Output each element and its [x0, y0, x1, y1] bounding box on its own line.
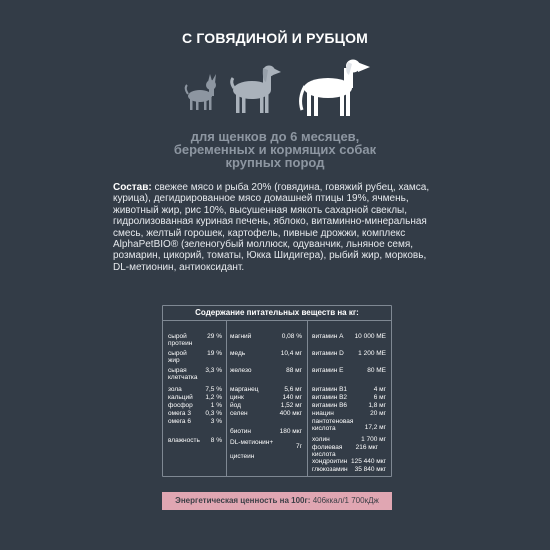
- nutrient-value: 180 мкг: [279, 428, 302, 435]
- subtitle-line: крупных пород: [225, 155, 325, 170]
- nutrient-name: марганец: [230, 386, 259, 393]
- nutrient-value: 29 %: [207, 333, 222, 340]
- nutrient-value: 7,5 %: [205, 386, 222, 393]
- energy-value-bar: [162, 492, 392, 510]
- nutrient-name: сырая клетчатка: [168, 367, 198, 381]
- nutrient-name: фосфор: [168, 402, 193, 409]
- nutrient-value: 3 %: [210, 418, 222, 425]
- nutrient-value: 216 мкг: [355, 444, 378, 451]
- nutrient-name: зола: [168, 386, 182, 393]
- nutrient-name: витамин А: [312, 333, 344, 340]
- column-divider: [307, 320, 308, 476]
- nutrient-value: 4 мг: [373, 386, 386, 393]
- nutrient-value: 3,3 %: [205, 367, 222, 374]
- nutrient-name: омега 3: [168, 410, 191, 417]
- nutrient-name: медь: [230, 350, 246, 357]
- nutrient-name: сырой жир: [168, 350, 187, 364]
- nutrient-name: биотин: [230, 428, 252, 435]
- dog-size-illustration: [178, 58, 378, 118]
- nutrient-value: 400 мкг: [279, 410, 302, 417]
- composition-text: [113, 182, 441, 273]
- nutrient-name: йод: [230, 402, 241, 409]
- nutrient-value: 10 000 МЕ: [354, 333, 386, 340]
- product-title: С ГОВЯДИНОЙ И РУБЦОМ: [181, 30, 369, 46]
- subtitle-line: беременных и кормящих собак: [173, 142, 377, 157]
- nutrient-value: 5,6 мг: [284, 386, 302, 393]
- energy-value: 406ккал/1 700кДж: [310, 496, 379, 505]
- nutrient-name: омега 6: [168, 418, 191, 425]
- nutrient-name: глюкозамин: [312, 466, 348, 473]
- nutrient-value: 20 мг: [370, 410, 386, 417]
- nutrient-value: 1 700 мг: [361, 436, 386, 443]
- nutrient-name: сырой протеин: [168, 333, 193, 347]
- nutrient-name: витамин B6: [312, 402, 348, 409]
- nutrient-name: цинк: [230, 394, 244, 401]
- composition-label: Состав:: [113, 182, 152, 193]
- nutrient-name: витамин B2: [312, 394, 348, 401]
- nutrient-value: 140 мг: [282, 394, 302, 401]
- nutrient-name: холин: [312, 436, 330, 443]
- nutrient-name: пантотеновая кислота: [312, 418, 354, 432]
- nutrient-value: 6 мг: [373, 394, 386, 401]
- composition-body: свежее мясо и рыба 20% (говядина, говяжий рубец, хамса, курица), дегидрированное мясо домашней птицы 19%, ячмень, животный жир, рис 10%, высушенная мякоть сахарной свеклы, гидролизованная куриная печень, яблоко, витаминно-минеральная смесь, желтый горошек, картофель, пивные дрожжи, комплекс AlphaPetBIO® (зеленогубый моллюск, одуванчик, льняное семя, розмарин, цикорий, томаты, Юкка Шидигера), рыбий жир, морковь, DL-метионин, антиоксидант.: [113, 182, 430, 273]
- column-divider: [226, 320, 227, 476]
- nutrient-name: витамин D: [312, 350, 344, 357]
- nutrient-value: 125 440 мкг: [351, 458, 386, 465]
- nutrient-value: 10,4 мг: [280, 350, 302, 357]
- subtitle-line: для щенков до 6 месяцев,: [190, 129, 360, 144]
- nutrient-value: 17,2 мг: [364, 424, 386, 431]
- nutrient-value: 88 мг: [286, 367, 302, 374]
- nutrient-name: железо: [230, 367, 252, 374]
- nutrient-name: селен: [230, 410, 248, 417]
- nutrient-name: магний: [230, 333, 252, 340]
- nutrient-name: фолиевая кислота: [312, 444, 343, 458]
- large-dog-icon: [301, 60, 370, 117]
- nutrient-name: витамин B1: [312, 386, 348, 393]
- nutrient-value: 7г: [296, 443, 302, 450]
- nutrient-value: 8 %: [210, 437, 222, 444]
- small-dog-icon: [186, 74, 216, 110]
- medium-dog-icon: [232, 66, 281, 114]
- nutrient-value: 1 %: [210, 402, 222, 409]
- nutrient-value: 80 МЕ: [367, 367, 386, 374]
- energy-label: Энергетическая ценность на 100г:: [175, 496, 311, 505]
- nutrient-value: 0,08 %: [281, 333, 302, 340]
- nutrient-name: хондроитин: [312, 458, 348, 465]
- nutrient-name: витамин Е: [312, 367, 344, 374]
- nutrient-name: ниацин: [312, 410, 334, 417]
- target-audience: [0, 130, 550, 169]
- nutrient-value: 19 %: [207, 350, 222, 357]
- nutrient-value: 0,3 %: [205, 410, 222, 417]
- nutrient-name: влажность: [168, 437, 200, 444]
- nutrient-value: 1,52 мг: [280, 402, 302, 409]
- nutrient-value: 1,2 %: [205, 394, 222, 401]
- nutrient-value: 1,8 мг: [368, 402, 386, 409]
- nutrient-name: кальций: [168, 394, 193, 401]
- nutrient-value: 35 840 мкг: [354, 466, 386, 473]
- nutrition-table-header: Содержание питательных веществ на кг:: [163, 306, 391, 321]
- nutrient-name: DL-метионин+ цистеин: [230, 439, 274, 460]
- nutrition-table: [162, 305, 392, 477]
- nutrient-value: 1 200 МЕ: [358, 350, 386, 357]
